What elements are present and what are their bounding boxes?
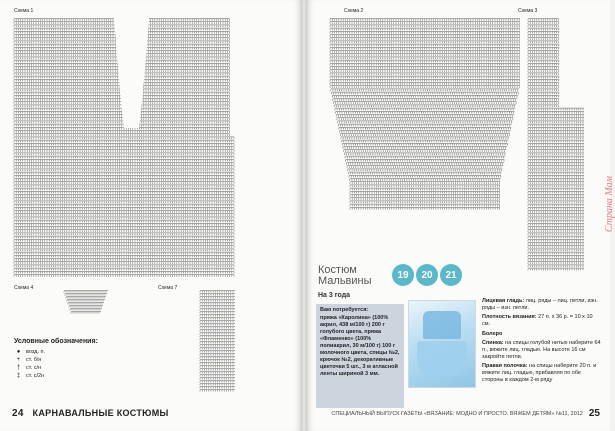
legend-symbol: + [16, 357, 21, 363]
legend-item [14, 356, 134, 364]
legend-label: ст. б/н [26, 357, 42, 363]
legend-label: ст. с/2н [26, 373, 45, 379]
costume-title-line1: Костюм [318, 264, 357, 276]
legend-symbol: ● [16, 349, 21, 355]
instructions [482, 298, 602, 386]
legend-item [14, 348, 134, 356]
materials-title: Вам потребуется: [320, 307, 369, 313]
legend-symbol: † [16, 365, 21, 371]
legend-label: возд. п. [26, 349, 46, 355]
costume-title-line2: Мальвины [318, 275, 372, 287]
scheme-3-chart [528, 18, 584, 268]
materials-text: пряжа «Каролина» (100% акрил, 438 м/100 г) 200 г голубого цвета, пряжа «Фламенко» (100% полиакрил, 30 м/100 г) 100 г молочного цвета, спицы №2, крючок №2, декоративные цветочки 5 шт., 3 м атласной ленты шириной 3 мм. [320, 315, 400, 377]
costume-age: На 3 года [318, 292, 351, 299]
density-title: Плотность вязания: [482, 314, 537, 320]
scheme-3-label: Схема 3 [518, 8, 538, 14]
scheme-2-label: Схема 2 [344, 8, 364, 14]
size-badges [392, 264, 462, 286]
right-page-number: 25 [588, 408, 600, 419]
density-text: 27 п. х 36 р. = 10 х 10 см. [482, 314, 593, 327]
photo-skirt [417, 341, 467, 377]
scheme-4-label: Схема 4 [14, 285, 34, 291]
left-page [0, 0, 302, 431]
scheme-1-chart [14, 18, 234, 276]
watermark-logo: Страна Мам [604, 176, 615, 233]
scheme-7-label: Схема 7 [158, 285, 178, 291]
legend-item [14, 372, 134, 380]
back-text: на спицы голубой нитью наберите 64 п., вяжите лиц. гладью. На высоте 16 см закройте петли. [482, 340, 601, 360]
front-text: на спицы наберите 20 п. и вяжите лиц. гладью, прибавляя по обе стороны в каждом 2-м ряду [482, 363, 597, 383]
photo-bodice [423, 311, 461, 339]
costume-photo [408, 300, 476, 388]
legend-label: ст. с/н [26, 365, 42, 371]
front-title: Правая полочка: [482, 363, 528, 369]
legend [14, 338, 134, 380]
scheme-7-chart [200, 290, 250, 390]
left-page-number: 24 [12, 408, 24, 419]
right-footer [331, 408, 600, 419]
size-badge: 19 [392, 264, 414, 286]
stitch-text: лиц. ряды – лиц. петли, изн. ряды – изн. петли. [482, 298, 598, 311]
legend-item [14, 364, 134, 372]
footer-text: СПЕЦИАЛЬНЫЙ ВЫПУСК ГАЗЕТЫ «ВЯЗАНИЕ: МОДНО И ПРОСТО. ВЯЖЕМ ДЕТЯМ» №11, 2012 [331, 410, 583, 417]
left-footer [12, 408, 169, 419]
bolero-heading: Болеро [482, 331, 503, 337]
scheme-1-label: Схема 1 [14, 8, 34, 14]
stitch-title: Лицевая гладь: [482, 298, 525, 304]
scheme-2-chart [330, 18, 520, 208]
size-badge: 21 [440, 264, 462, 286]
section-title: КАРНАВАЛЬНЫЕ КОСТЮМЫ [32, 408, 169, 418]
legend-symbol: ‡ [16, 373, 21, 379]
materials-box [316, 304, 404, 408]
costume-title [318, 265, 372, 287]
scheme-4-chart [64, 290, 108, 314]
back-title: Спинка: [482, 340, 504, 346]
size-badge: 20 [416, 264, 438, 286]
legend-title: Условные обозначения: [14, 338, 98, 345]
